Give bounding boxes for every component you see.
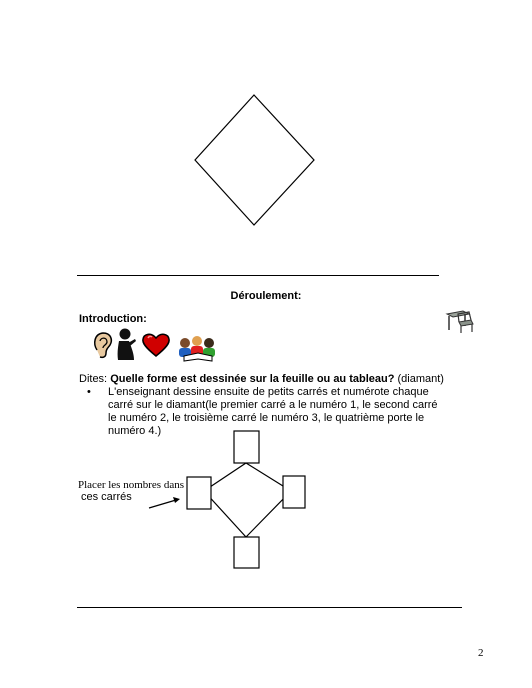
section-title: Déroulement: xyxy=(230,290,302,302)
introduction-label: Introduction: xyxy=(79,313,147,325)
bullet-dot: • xyxy=(87,386,91,398)
bullet-text: L'enseignant dessine ensuite de petits carrés et numérote chaque carré sur le diamant(le premier carré a le numéro 1, le second carré le numéro 2, le troisième carré le numéro 3, le quatrième porte le numéro 4.) xyxy=(108,386,438,437)
diagram-note-line2: ces carrés xyxy=(81,491,132,503)
page-number: 2 xyxy=(478,647,484,659)
says-prefix: Dites: xyxy=(79,373,111,385)
bottom-divider-line xyxy=(77,607,462,608)
diagram-note-line1: Placer les nombres dans xyxy=(78,479,184,491)
question-text: Quelle forme est dessinée sur la feuille ou au tableau? xyxy=(110,373,395,385)
answer-text: (diamant) xyxy=(394,373,444,385)
